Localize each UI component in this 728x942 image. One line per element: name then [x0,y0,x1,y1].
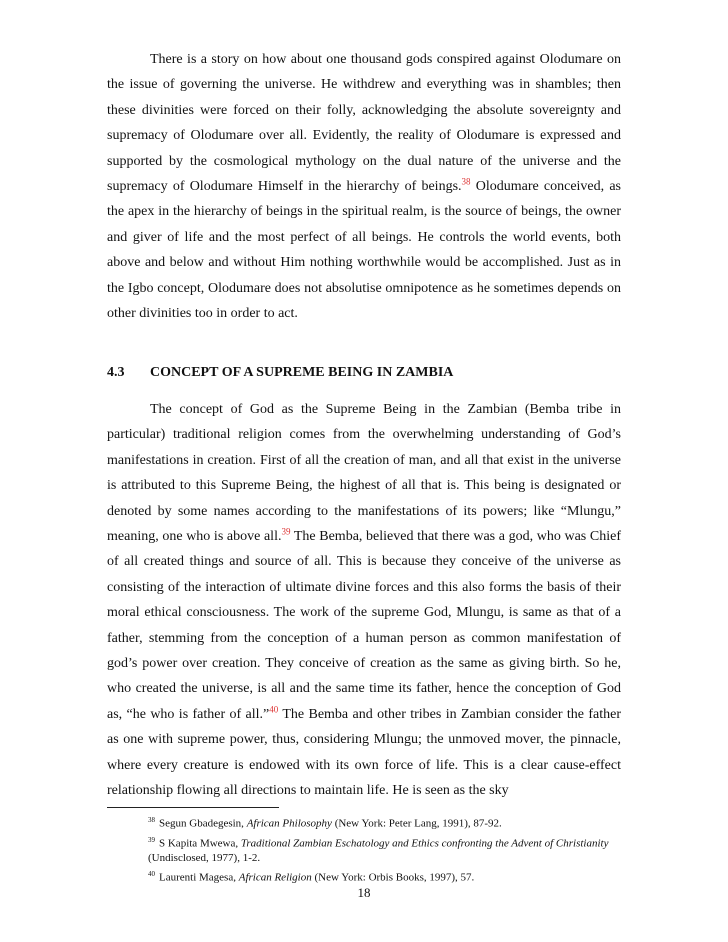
section-title: CONCEPT OF A SUPREME BEING IN ZAMBIA [150,365,454,380]
paragraph-text: The concept of God as the Supreme Being in the Zambian (Bemba tribe in particular) traditional religion comes from the overwhelming understanding of God’s manifestations in creation. First of all the creation of man, and all that exist in the universe is attributed to this Supreme Being, the highest of all that is. This being is designated or denoted by some names according to the manifestations of its powers; like “Mlungu,” meaning, one who is above all. [107,402,621,545]
section-heading [107,365,621,381]
footnote-separator [107,807,279,808]
paragraph-text: The Bemba, believed that there was a god, who was Chief of all created things and source of all. This is because they conceive of the universe as consisting of the interaction of ultimate divine forces and this also forms the basis of their moral ethical consciousness. The work of the supreme God, Mlungu, is same as that of a father, stemming from the conception of a human person as common manifestation of god’s power over creation. They conceive of creation as the same as giving birth. So he, who created the universe, is all and the same time its father, hence the conception of God as, “he who is father of all.” [107,529,621,722]
footnote-title: Traditional Zambian Eschatology and Ethics confronting the Advent of Christianity [240,837,609,850]
footnote-reference-39[interactable]: 39 [281,526,291,537]
footnote-reference-38[interactable]: 38 [461,176,471,187]
footnote-title: African Religion [238,871,312,884]
paragraph-text: There is a story on how about one thousand gods conspired against Olodumare on the issue of governing the universe. He withdrew and everything was in shambles; then these divinities were forced on their folly, acknowledging the absolute sovereignty and supremacy of Olodumare over all. Evidently, the reality of Olodumare is expressed and supported by the cosmological mythology on the dual nature of the universe and the supremacy of Olodumare Himself in the hierarchy of beings. [107,52,621,195]
footnote-author: Laurenti Magesa, [159,871,239,884]
footnote-number: 39 [148,835,155,844]
paragraph-text: Olodumare conceived, as the apex in the hierarchy of beings in the spiritual realm, is the source of beings, the owner and giver of life and the most perfect of all beings. He controls the world events, both above and below and without Him nothing worthwhile would be accomplished. Just as in the Igbo concept, Olodumare does not absolutise omnipotence as he sometimes depends on other divinities too in order to act. [107,179,622,322]
footnote-38 [148,813,618,832]
footnote-title: African Philosophy [246,817,332,830]
paragraph-text: The Bemba and other tribes in Zambian consider the father as one with supreme power, thus, considering Mlungu; the unmoved mover, the pinnacle, where every creature is endowed with its own force of life. This is a clear cause-effect relationship flowing all directions to maintain life. He is seen as the sky [107,706,621,799]
paragraph-olodumare [107,47,621,326]
footnote-author: S Kapita Mwewa, [159,837,241,850]
footnotes [148,813,618,887]
footnote-publication: (New York: Orbis Books, 1997), 57. [311,871,475,884]
section-number: 4.3 [107,365,125,380]
footnote-publication: (Undisclosed, 1977), 1-2. [148,852,261,865]
footnote-40 [148,867,618,886]
footnote-number: 40 [148,870,155,879]
footnote-reference-40[interactable]: 40 [269,704,279,715]
footnote-author: Segun Gbadegesin, [159,817,247,830]
page-number: 18 [357,885,371,900]
paragraph-zambia [107,397,621,804]
footnote-number: 38 [148,816,155,824]
footnote-39 [148,833,618,867]
footnote-publication: (New York: Peter Lang, 1991), 87-92. [331,817,502,830]
